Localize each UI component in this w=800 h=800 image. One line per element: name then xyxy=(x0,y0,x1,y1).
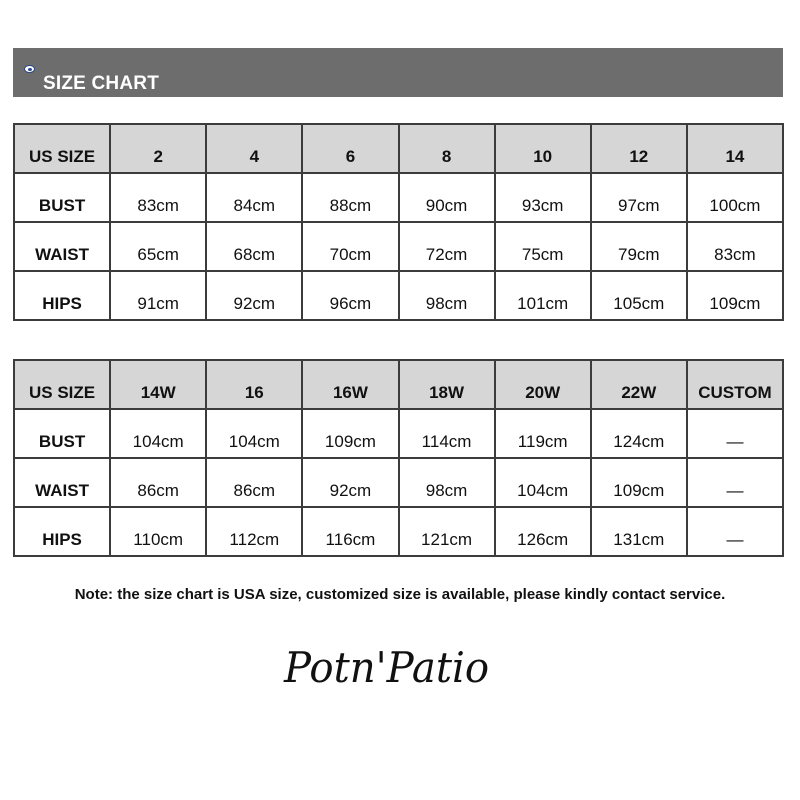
table-cell: 114cm xyxy=(399,409,495,458)
table-cell: 86cm xyxy=(110,458,206,507)
bullet-icon xyxy=(24,65,35,73)
table-row xyxy=(14,507,783,556)
table-cell: 116cm xyxy=(302,507,398,556)
table-cell: 93cm xyxy=(495,173,591,222)
table-cell: — xyxy=(687,409,783,458)
table-row xyxy=(14,409,783,458)
table-cell: 84cm xyxy=(206,173,302,222)
table-cell: 65cm xyxy=(110,222,206,271)
table-cell: 100cm xyxy=(687,173,783,222)
header-cell: 10 xyxy=(495,124,591,173)
row-label: WAIST xyxy=(14,222,110,271)
table-cell: 109cm xyxy=(302,409,398,458)
table-cell: 98cm xyxy=(399,458,495,507)
table-row xyxy=(14,458,783,507)
table-cell: 104cm xyxy=(206,409,302,458)
table-cell: 96cm xyxy=(302,271,398,320)
table-cell: 104cm xyxy=(495,458,591,507)
header-cell: 14 xyxy=(687,124,783,173)
table-header-row xyxy=(14,124,783,173)
table-cell: 72cm xyxy=(399,222,495,271)
size-table-standard xyxy=(13,123,784,321)
header-cell: 16W xyxy=(302,360,398,409)
row-label: WAIST xyxy=(14,458,110,507)
header-cell: 20W xyxy=(495,360,591,409)
row-label: HIPS xyxy=(14,507,110,556)
table-cell: 83cm xyxy=(687,222,783,271)
size-chart-header xyxy=(13,48,783,97)
header-cell: 6 xyxy=(302,124,398,173)
table-cell: 86cm xyxy=(206,458,302,507)
table-cell: 104cm xyxy=(110,409,206,458)
row-label: BUST xyxy=(14,173,110,222)
header-cell: 4 xyxy=(206,124,302,173)
header-cell: 12 xyxy=(591,124,687,173)
header-cell: 16 xyxy=(206,360,302,409)
table-cell: 119cm xyxy=(495,409,591,458)
size-table-plus xyxy=(13,359,784,557)
table-cell: 90cm xyxy=(399,173,495,222)
table-cell: 92cm xyxy=(206,271,302,320)
table-cell: — xyxy=(687,507,783,556)
brand-logo xyxy=(280,630,495,700)
header-cell: US SIZE xyxy=(14,124,110,173)
table-cell: 79cm xyxy=(591,222,687,271)
table-row xyxy=(14,271,783,320)
header-cell: 14W xyxy=(110,360,206,409)
table-cell: 105cm xyxy=(591,271,687,320)
table-cell: 109cm xyxy=(687,271,783,320)
row-label: HIPS xyxy=(14,271,110,320)
table-cell: 88cm xyxy=(302,173,398,222)
table-cell: 68cm xyxy=(206,222,302,271)
table-cell: 110cm xyxy=(110,507,206,556)
table-cell: 124cm xyxy=(591,409,687,458)
table-cell: 98cm xyxy=(399,271,495,320)
table-row xyxy=(14,222,783,271)
svg-text:Potn'Patio: Potn'Patio xyxy=(283,643,489,692)
table-header-row xyxy=(14,360,783,409)
table-cell: 97cm xyxy=(591,173,687,222)
table-cell: 126cm xyxy=(495,507,591,556)
table-cell: 70cm xyxy=(302,222,398,271)
header-cell: CUSTOM xyxy=(687,360,783,409)
table-cell: 121cm xyxy=(399,507,495,556)
header-cell: US SIZE xyxy=(14,360,110,409)
table-row xyxy=(14,173,783,222)
table-cell: 75cm xyxy=(495,222,591,271)
table-cell: 83cm xyxy=(110,173,206,222)
header-cell: 18W xyxy=(399,360,495,409)
table-cell: — xyxy=(687,458,783,507)
row-label: BUST xyxy=(14,409,110,458)
table-cell: 109cm xyxy=(591,458,687,507)
table-cell: 92cm xyxy=(302,458,398,507)
header-cell: 8 xyxy=(399,124,495,173)
header-cell: 2 xyxy=(110,124,206,173)
table-cell: 112cm xyxy=(206,507,302,556)
page-title: SIZE CHART xyxy=(43,73,159,94)
header-cell: 22W xyxy=(591,360,687,409)
table-cell: 131cm xyxy=(591,507,687,556)
table-cell: 101cm xyxy=(495,271,591,320)
table-cell: 91cm xyxy=(110,271,206,320)
size-note: Note: the size chart is USA size, customized size is available, please kindly contact service. xyxy=(74,586,726,603)
